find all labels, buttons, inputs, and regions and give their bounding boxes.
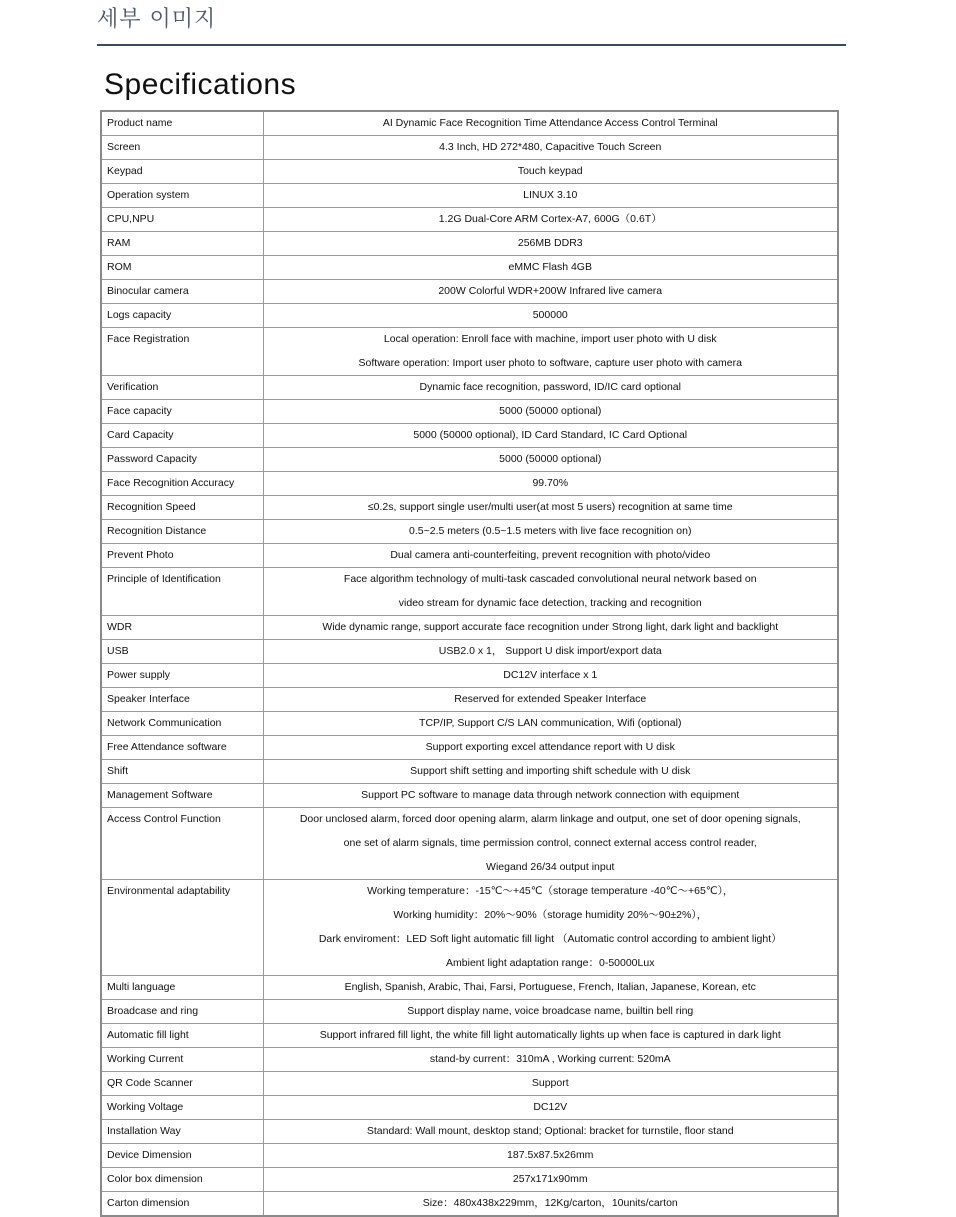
spec-row	[102, 736, 837, 760]
spec-value	[263, 232, 837, 256]
spec-value	[263, 496, 837, 520]
spec-value-line: Size：480x438x229mm，12Kg/carton，10units/carton	[422, 1197, 678, 1209]
spec-row	[102, 1048, 837, 1072]
spec-value-line: 5000 (50000 optional)	[499, 453, 602, 465]
spec-row	[102, 448, 837, 472]
spec-row	[102, 328, 837, 376]
spec-row	[102, 880, 837, 976]
spec-label: Carton dimension	[102, 1192, 263, 1216]
spec-value-line: 0.5~2.5 meters (0.5~1.5 meters with live face recognition on)	[409, 525, 692, 537]
spec-row	[102, 112, 837, 136]
spec-label: Speaker Interface	[102, 688, 263, 712]
spec-row	[102, 1168, 837, 1192]
spec-value-line: LINUX 3.10	[523, 189, 578, 201]
spec-row	[102, 1144, 837, 1168]
specifications-table-body	[102, 112, 837, 1215]
spec-value	[263, 112, 837, 136]
spec-row	[102, 1072, 837, 1096]
spec-label: Multi language	[102, 976, 263, 1000]
spec-row	[102, 760, 837, 784]
spec-label: Working Voltage	[102, 1096, 263, 1120]
spec-value	[263, 1000, 837, 1024]
spec-label: Environmental adaptability	[102, 880, 263, 976]
spec-label: Free Attendance software	[102, 736, 263, 760]
spec-value-line: Working humidity：20%～90%（storage humidity 20%～90±2%），	[264, 903, 838, 927]
spec-label: Verification	[102, 376, 263, 400]
spec-label: Logs capacity	[102, 304, 263, 328]
spec-value	[263, 448, 837, 472]
spec-value-line: 256MB DDR3	[517, 237, 583, 249]
spec-row	[102, 688, 837, 712]
spec-value	[263, 976, 837, 1000]
spec-value-line: 5000 (50000 optional)	[499, 405, 602, 417]
spec-value	[263, 640, 837, 664]
spec-row	[102, 808, 837, 880]
spec-value-line: stand-by current：310mA , Working current: 520mA	[429, 1053, 671, 1065]
spec-label: Binocular camera	[102, 280, 263, 304]
spec-value	[263, 664, 837, 688]
spec-label: Principle of Identification	[102, 568, 263, 616]
spec-value	[263, 184, 837, 208]
spec-row	[102, 616, 837, 640]
spec-value-line: Ambient light adaptation range：0-50000Lux	[264, 951, 838, 975]
spec-row	[102, 520, 837, 544]
section-title: 세부 이미지	[97, 7, 217, 32]
spec-label: Working Current	[102, 1048, 263, 1072]
spec-row	[102, 544, 837, 568]
spec-value	[263, 424, 837, 448]
spec-value	[263, 520, 837, 544]
spec-label: Network Communication	[102, 712, 263, 736]
spec-value	[263, 376, 837, 400]
spec-row	[102, 160, 837, 184]
spec-value-line: AI Dynamic Face Recognition Time Attendance Access Control Terminal	[382, 117, 718, 129]
spec-label: Product name	[102, 112, 263, 136]
spec-value	[263, 1024, 837, 1048]
spec-row	[102, 256, 837, 280]
spec-value-line: Wide dynamic range, support accurate face recognition under Strong light, dark light and backlight	[322, 621, 779, 633]
spec-label: Prevent Photo	[102, 544, 263, 568]
spec-row	[102, 424, 837, 448]
spec-value-line: 5000 (50000 optional), ID Card Standard, IC Card Optional	[413, 429, 688, 441]
spec-label: Installation Way	[102, 1120, 263, 1144]
spec-label: Management Software	[102, 784, 263, 808]
spec-row	[102, 1024, 837, 1048]
spec-label: Keypad	[102, 160, 263, 184]
spec-value-line: 99.70%	[532, 477, 569, 489]
spec-value	[263, 688, 837, 712]
spec-value	[263, 328, 837, 376]
spec-value-line: TCP/IP, Support C/S LAN communication, Wifi (optional)	[419, 717, 682, 729]
spec-value-line: 187.5x87.5x26mm	[507, 1149, 594, 1161]
spec-row	[102, 1096, 837, 1120]
spec-row	[102, 1000, 837, 1024]
spec-label: Recognition Distance	[102, 520, 263, 544]
spec-value	[263, 472, 837, 496]
spec-value	[263, 304, 837, 328]
spec-value	[263, 880, 837, 976]
spec-row	[102, 472, 837, 496]
spec-label: Password Capacity	[102, 448, 263, 472]
spec-value-line: Support display name, voice broadcase name, builtin bell ring	[407, 1005, 694, 1017]
spec-value	[263, 760, 837, 784]
spec-value	[263, 208, 837, 232]
spec-value	[263, 256, 837, 280]
spec-value-line: 1.2G Dual-Core ARM Cortex-A7, 600G（0.6T）	[438, 213, 662, 225]
spec-value	[263, 1072, 837, 1096]
specifications-heading: Specifications	[104, 68, 297, 101]
spec-row	[102, 184, 837, 208]
spec-value	[263, 712, 837, 736]
spec-label: Recognition Speed	[102, 496, 263, 520]
spec-value-line: DC12V	[533, 1101, 568, 1113]
spec-value-line: Support infrared fill light, the white fill light automatically lights up when face is captured in dark light	[319, 1029, 781, 1041]
specifications-table	[100, 110, 839, 1217]
spec-value-line: ≤0.2s, support single user/multi user(at most 5 users) recognition at same time	[367, 501, 733, 513]
spec-value-line: Support exporting excel attendance report with U disk	[425, 741, 675, 753]
spec-value	[263, 808, 837, 880]
spec-value-line: Local operation: Enroll face with machine, import user photo with U disk	[383, 333, 717, 345]
spec-label: Operation system	[102, 184, 263, 208]
spec-value-line: Wiegand 26/34 output input	[264, 855, 838, 879]
spec-value-line: Working temperature：-15℃～+45℃（storage temperature -40℃～+65℃），	[367, 885, 734, 897]
spec-label: Shift	[102, 760, 263, 784]
spec-row	[102, 136, 837, 160]
spec-value	[263, 280, 837, 304]
spec-row	[102, 712, 837, 736]
spec-value-line: Support shift setting and importing shift schedule with U disk	[410, 765, 691, 777]
spec-value	[263, 1048, 837, 1072]
spec-value-line: Touch keypad	[517, 165, 583, 177]
spec-value	[263, 568, 837, 616]
spec-label: RAM	[102, 232, 263, 256]
spec-row	[102, 208, 837, 232]
spec-value-line: DC12V interface x 1	[503, 669, 598, 681]
spec-value-line: English, Spanish, Arabic, Thai, Farsi, Portuguese, French, Italian, Japanese, Korean, etc	[344, 981, 756, 993]
spec-value-line: video stream for dynamic face detection, tracking and recognition	[264, 591, 838, 615]
spec-row	[102, 1120, 837, 1144]
spec-label: QR Code Scanner	[102, 1072, 263, 1096]
spec-row	[102, 280, 837, 304]
spec-label: Access Control Function	[102, 808, 263, 880]
spec-label: Device Dimension	[102, 1144, 263, 1168]
spec-row	[102, 784, 837, 808]
spec-value	[263, 1168, 837, 1192]
spec-value-line: Face algorithm technology of multi-task cascaded convolutional neural network based on	[343, 573, 757, 585]
spec-row	[102, 232, 837, 256]
spec-label: ROM	[102, 256, 263, 280]
spec-value	[263, 1120, 837, 1144]
spec-label: Face Recognition Accuracy	[102, 472, 263, 496]
section-header	[97, 6, 846, 46]
spec-value-line: Door unclosed alarm, forced door opening alarm, alarm linkage and output, one set of door opening signals,	[299, 813, 801, 825]
spec-label: Card Capacity	[102, 424, 263, 448]
spec-value-line: Dynamic face recognition, password, ID/IC card optional	[419, 381, 681, 393]
spec-value	[263, 784, 837, 808]
spec-value-line: one set of alarm signals, time permission control, connect external access control reader,	[264, 831, 838, 855]
spec-value-line: 500000	[532, 309, 568, 321]
spec-row	[102, 568, 837, 616]
spec-label: Face capacity	[102, 400, 263, 424]
spec-value	[263, 136, 837, 160]
spec-value-line: Software operation: Import user photo to software, capture user photo with camera	[264, 351, 838, 375]
spec-row	[102, 640, 837, 664]
spec-value	[263, 1144, 837, 1168]
spec-value-line: 4.3 Inch, HD 272*480, Capacitive Touch Screen	[439, 141, 662, 153]
spec-value-line: Support	[531, 1077, 569, 1089]
spec-value-line: 257x171x90mm	[512, 1173, 588, 1185]
spec-label: Power supply	[102, 664, 263, 688]
spec-row	[102, 400, 837, 424]
spec-label: Face Registration	[102, 328, 263, 376]
spec-row	[102, 1192, 837, 1216]
spec-label: Screen	[102, 136, 263, 160]
spec-label: WDR	[102, 616, 263, 640]
spec-row	[102, 496, 837, 520]
spec-label: CPU,NPU	[102, 208, 263, 232]
spec-row	[102, 304, 837, 328]
spec-value-line: 200W Colorful WDR+200W Infrared live camera	[438, 285, 663, 297]
spec-label: Broadcase and ring	[102, 1000, 263, 1024]
spec-label: Automatic fill light	[102, 1024, 263, 1048]
spec-value-line: Dual camera anti-counterfeiting, prevent recognition with photo/video	[390, 549, 711, 561]
spec-label: USB	[102, 640, 263, 664]
spec-row	[102, 976, 837, 1000]
spec-value-line: Dark enviroment：LED Soft light automatic fill light （Automatic control according to ambient light）	[264, 927, 838, 951]
spec-value	[263, 736, 837, 760]
spec-value-line: Reserved for extended Speaker Interface	[454, 693, 647, 705]
spec-value	[263, 160, 837, 184]
spec-value	[263, 1192, 837, 1216]
spec-value-line: Support PC software to manage data through network connection with equipment	[361, 789, 740, 801]
spec-value-line: USB2.0 x 1， Support U disk import/export data	[438, 645, 662, 657]
spec-value-line: eMMC Flash 4GB	[508, 261, 592, 273]
spec-value-line: Standard: Wall mount, desktop stand; Optional: bracket for turnstile, floor stand	[366, 1125, 734, 1137]
spec-value	[263, 616, 837, 640]
spec-label: Color box dimension	[102, 1168, 263, 1192]
spec-value	[263, 400, 837, 424]
spec-value	[263, 544, 837, 568]
spec-row	[102, 376, 837, 400]
spec-value	[263, 1096, 837, 1120]
spec-row	[102, 664, 837, 688]
